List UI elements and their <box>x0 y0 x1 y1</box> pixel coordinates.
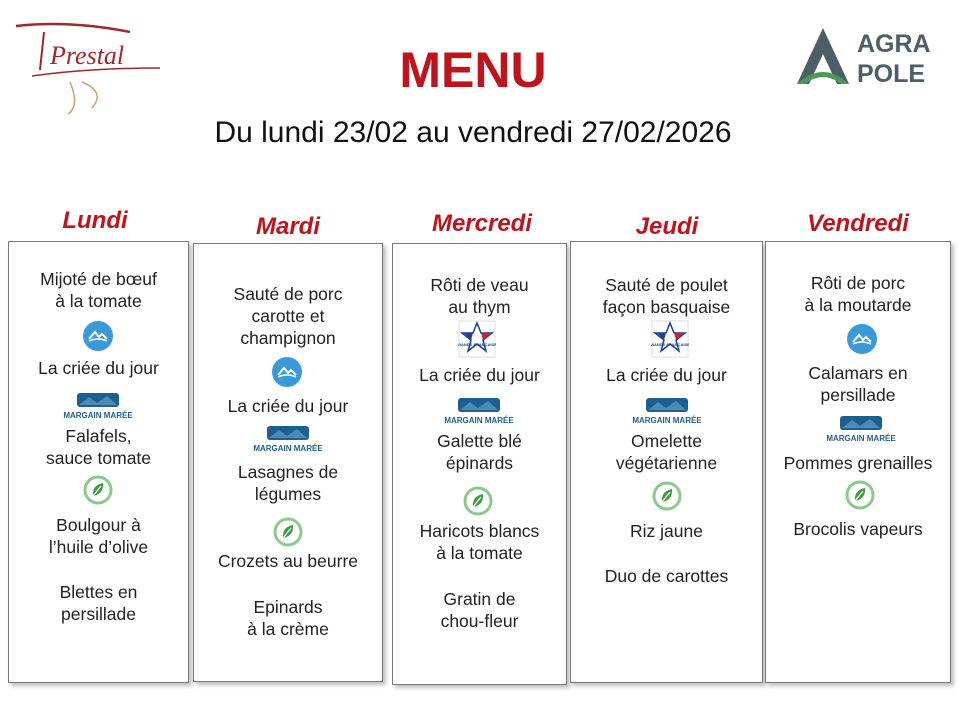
menu-item: Sauté de porc carotte et champignon <box>233 284 343 348</box>
fish-label-icon <box>272 357 302 387</box>
vegetarian-leaf-icon <box>845 480 875 510</box>
fish-label-icon <box>83 321 113 351</box>
menu-item: La criée du jour <box>606 365 727 385</box>
viande-francaise-icon <box>651 320 689 358</box>
day-name-jeudi: Jeudi <box>635 213 699 240</box>
day-name-mercredi: Mercredi <box>431 210 533 237</box>
fish-label-icon <box>847 324 877 354</box>
menu-item: La criée du jour <box>227 396 349 416</box>
day-name-vendredi: Vendredi <box>807 210 909 237</box>
menu-item: La criée du jour <box>38 358 159 378</box>
menu-item: Crozets au beurre <box>217 551 359 571</box>
menu-item: Lasagnes de légumes <box>237 462 339 504</box>
menu-item: Calamars en persillade <box>808 363 908 405</box>
menu-item: Brocolis vapeurs <box>793 519 923 539</box>
margain-maree-icon <box>816 414 906 444</box>
menu-item: Pommes grenailles <box>783 453 933 473</box>
margain-maree-icon <box>243 424 333 454</box>
menu-item: La criée du jour <box>419 365 540 385</box>
vegetarian-leaf-icon <box>273 517 303 547</box>
margain-maree-text: MARGAIN MARÉE <box>63 411 133 420</box>
menu-item: Riz jaune <box>630 521 703 541</box>
menu-item: Sauté de poulet façon basquaise <box>602 275 731 317</box>
menu-item: Mijoté de bœuf à la tomate <box>40 269 157 311</box>
menu-item: Boulgour à l’huile d’olive <box>48 515 149 557</box>
margain-maree-text: MARGAIN MARÉE <box>253 444 323 453</box>
menu-item: Haricots blancs à la tomate <box>419 521 540 563</box>
menu-item: Blettes en persillade <box>59 582 138 624</box>
menu-item: Rôti de porc à la moutarde <box>804 273 912 315</box>
menu-item: Rôti de veau au thym <box>430 275 529 317</box>
vegetarian-leaf-icon <box>463 486 493 516</box>
date-range: Du lundi 23/02 au vendredi 27/02/2026 <box>214 116 732 149</box>
menu-item: Duo de carottes <box>604 566 729 586</box>
margain-maree-text: MARGAIN MARÉE <box>826 434 896 443</box>
viande-francaise-text: VIANDE FRANÇAISE <box>458 342 496 347</box>
menu-item: Gratin de chou-fleur <box>440 589 519 631</box>
day-name-mardi: Mardi <box>255 213 320 240</box>
margain-maree-icon <box>622 396 712 426</box>
page-title: MENU <box>399 42 547 98</box>
margain-maree-icon <box>434 396 524 426</box>
vegetarian-leaf-icon <box>83 475 113 505</box>
margain-maree-text: MARGAIN MARÉE <box>444 416 514 425</box>
agrapole-line1: AGRA <box>857 30 931 58</box>
prestal-logo-text: Prestal <box>50 41 125 70</box>
vegetarian-leaf-icon <box>652 481 682 511</box>
viande-francaise-icon <box>458 320 496 358</box>
margain-maree-icon <box>53 391 143 421</box>
menu-item: Falafels, sauce tomate <box>45 426 152 468</box>
menu-item: Omelette végétarienne <box>615 431 718 473</box>
menu-item: Epinards à la crème <box>247 597 329 639</box>
viande-francaise-text: VIANDE FRANÇAISE <box>651 342 689 347</box>
agrapole-line2: POLE <box>857 60 926 88</box>
menu-item: Galette blé épinards <box>437 431 522 473</box>
day-name-lundi: Lundi <box>62 207 128 234</box>
margain-maree-text: MARGAIN MARÉE <box>632 416 702 425</box>
